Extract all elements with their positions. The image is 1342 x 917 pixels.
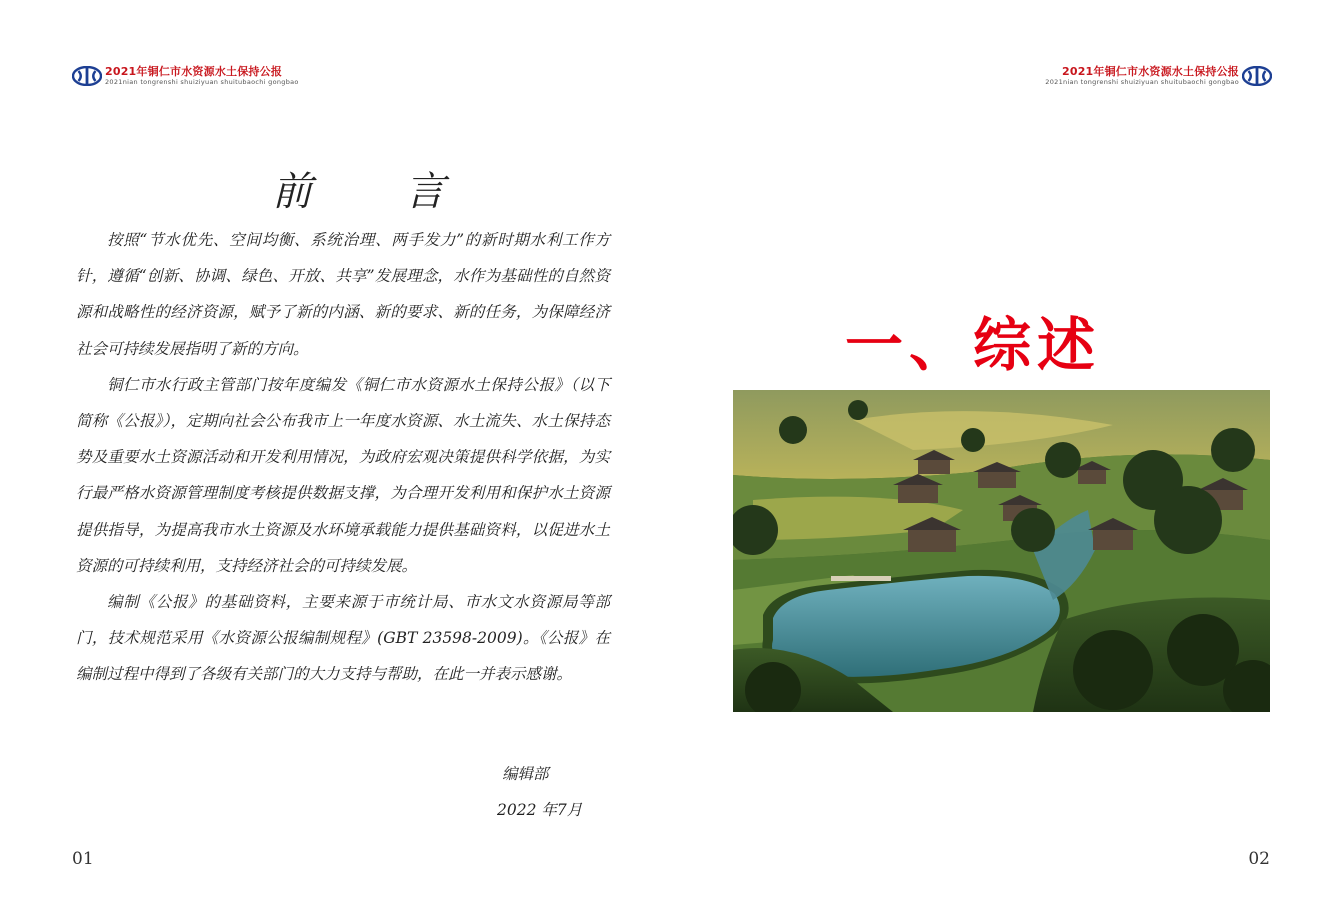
- page-number-right: 02: [1248, 849, 1270, 869]
- water-resources-logo-icon: [72, 66, 102, 86]
- signature: 编辑部: [502, 765, 549, 783]
- foreword-body: [76, 222, 610, 693]
- water-resources-logo-icon: [1242, 66, 1272, 86]
- right-page: [671, 0, 1342, 917]
- foreword-paragraph: 按照“节水优先、空间均衡、系统治理、两手发力”的新时期水利工作方针，遵循“创新、协调、绿色、开放、共享”发展理念，水作为基础性的自然资源和战略性的经济资源，赋予了新的内涵、新的要求、新的任务，为保障经济社会可持续发展指明了新的方向。: [76, 231, 610, 358]
- foreword-paragraph: 铜仁市水行政主管部门按年度编发《铜仁市水资源水土保持公报》（以下简称《公报》），定期向社会公布我市上一年度水资源、水土流失、水土保持态势及重要水土资源活动和开发利用情况，为政府宏观决策提供科学依据，为实行最严格水资源管理制度考核提供数据支撑，为合理开发利用和保护水土资源提供指导，为提高我市水土资源及水环境承载能力提供基础资料，以促进水土资源的可持续利用，支持经济社会的可持续发展。: [76, 375, 610, 575]
- section-title: 一、综述: [845, 311, 1102, 379]
- village-landscape-photo: [733, 390, 1270, 712]
- header-title: 2021年铜仁市水资源水土保持公报: [1061, 65, 1239, 79]
- header-title: 2021年铜仁市水资源水土保持公报: [105, 65, 283, 79]
- header-left: [72, 66, 299, 86]
- foreword-paragraph: 编制《公报》的基础资料，主要来源于市统计局、市水文水资源局等部门，技术规范采用《水资源公报编制规程》(GBT 23598-2009)。《公报》在编制过程中得到了各级有关部门的大力支持与帮助，在此一并表示感谢。: [76, 593, 610, 684]
- date: 2022 年7月: [497, 801, 583, 819]
- header-right: [1045, 66, 1272, 86]
- header-subtitle: 2021nian tongrenshi shuiziyuan shuitubaochi gongbao: [105, 78, 299, 87]
- page-number-left: 01: [72, 849, 94, 869]
- header-subtitle: 2021nian tongrenshi shuiziyuan shuitubaochi gongbao: [1045, 78, 1239, 87]
- foreword-title: 前 言: [272, 169, 485, 215]
